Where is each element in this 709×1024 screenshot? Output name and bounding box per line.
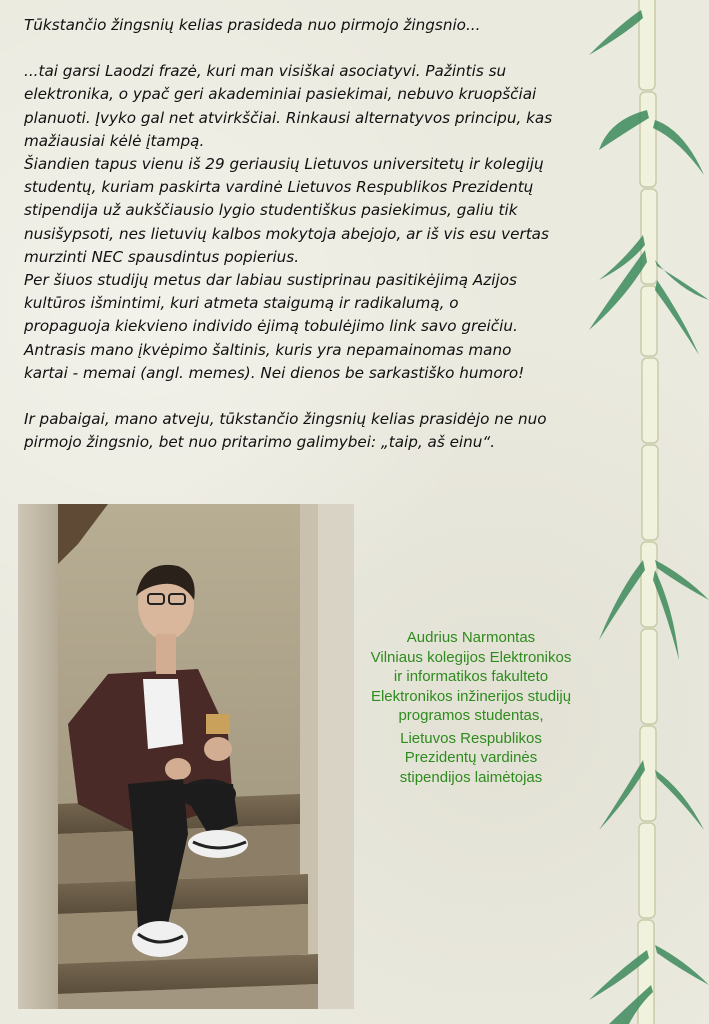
caption-line: Vilniaus kolegijos Elektronikos [370, 648, 572, 666]
para3-line: kartai - memai (angl. memes). Nei dienos be sarkastiško humoro! [24, 363, 525, 382]
para1-line: elektronika, o ypač geri akademiniai pasiekimai, nebuvo kruopščiai [24, 85, 537, 104]
para4-line: pirmojo žingsnio, bet nuo pritarimo galimybei: „taip, aš einu“. [24, 433, 496, 452]
paragraph-2 [24, 153, 614, 269]
caption-line: programos studentas, [398, 707, 544, 724]
para3-line: kultūros išmintimi, kuri atmeta staigumą ir radikalumą, o [24, 294, 459, 313]
para2-line: nusišypsoti, nes lietuvių kalbos mokytoja abejojo, ar iš vis esu vertas [24, 224, 549, 243]
caption-line: Prezidentų vardinės [404, 749, 538, 766]
para2-line: studentų, kuriam paskirta vardinė Lietuvos Respublikos Prezidentų [24, 178, 534, 197]
para1-line: planuoti. Įvyko gal net atvirkščiai. Rinkausi alternatyvos principu, kas [24, 108, 553, 127]
para1-line: ...tai garsi Laodzi frazė, kuri man visiškai asociatyvi. Pažintis su [24, 62, 507, 81]
para2-line: Šiandien tapus vienu iš 29 geriausių Lietuvos universitetų ir kolegijų [24, 155, 544, 174]
caption-line: Elektronikos inžinerijos studijų [370, 687, 572, 705]
para3-line: propaguoja kiekvieno individo ėjimą tobulėjimo link savo greičiu. [24, 317, 518, 336]
paragraph-4 [24, 408, 614, 454]
para3-line: Per šiuos studijų metus dar labiau sustiprinau pasitikėjimą Azijos [24, 271, 517, 290]
student-photo [18, 504, 354, 1009]
paragraph-3 [24, 269, 614, 385]
photo-illustration [18, 504, 354, 1009]
para1-line: mažiausiai kėlė įtampą. [24, 131, 205, 150]
para2-line: murzinti NEC spausdintus popierius. [24, 247, 300, 266]
photo-caption [358, 628, 584, 787]
title-line: Tūkstančio žingsnių kelias prasideda nuo pirmojo žingsnio... [24, 16, 481, 34]
para4-line: Ir pabaigai, mano atveju, tūkstančio žingsnių kelias prasidėjo ne nuo [24, 410, 547, 429]
para3-line: Antrasis mano įkvėpimo šaltinis, kuris yra nepamainomas mano [24, 340, 512, 359]
article-text [24, 14, 614, 454]
para2-line: stipendija už aukščiausio lygio studentiškus pasiekimus, galiu tik [24, 201, 518, 220]
caption-line: Lietuvos Respublikos [400, 729, 542, 747]
caption-line: Audrius Narmontas [406, 629, 536, 646]
paragraph-1 [24, 60, 614, 153]
bamboo-decoration [589, 0, 709, 1024]
caption-line: ir informatikos fakulteto [393, 668, 549, 685]
caption-line: stipendijos laimėtojas [399, 768, 543, 786]
